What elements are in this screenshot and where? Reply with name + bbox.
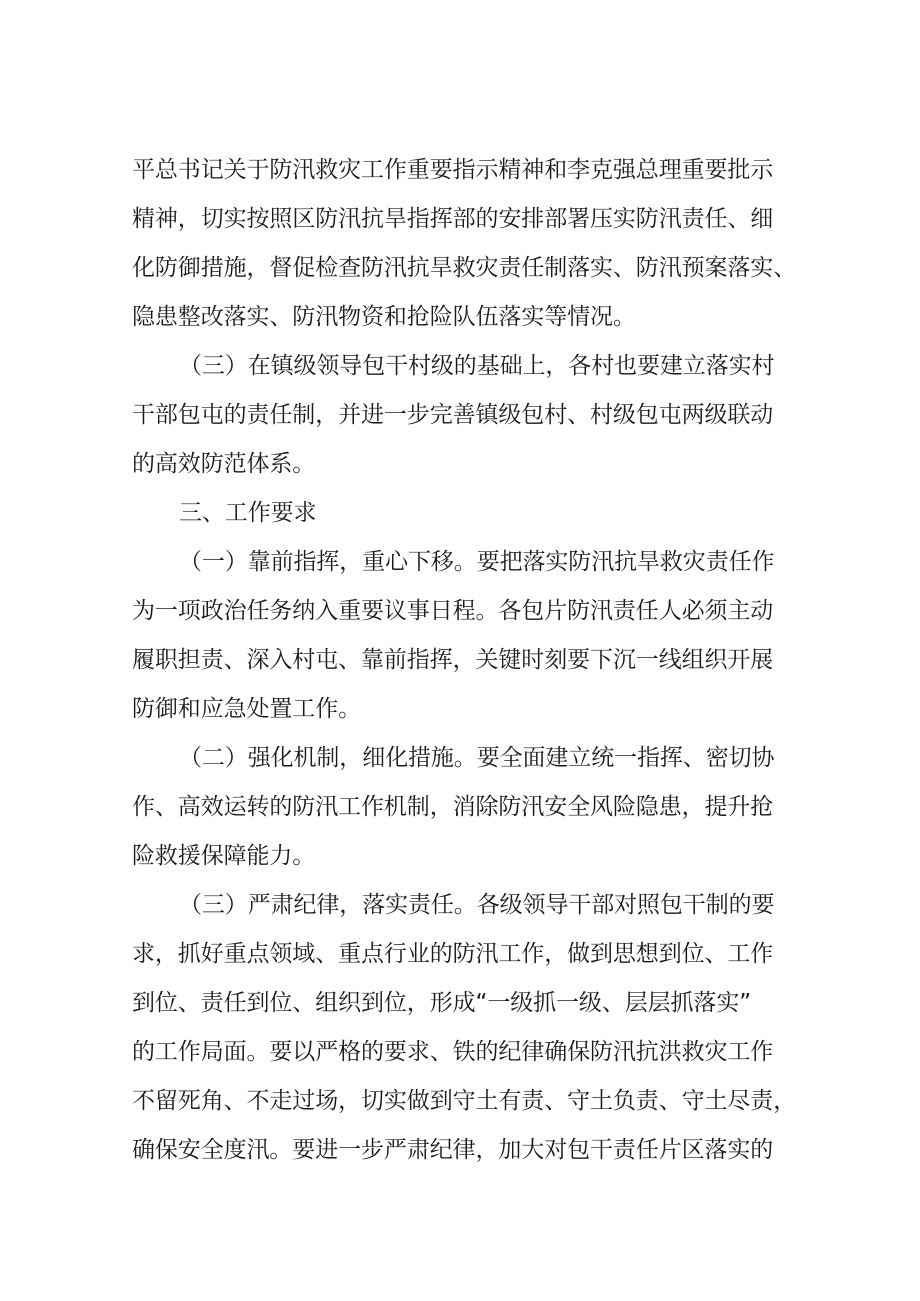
paragraph-line: 干部包屯的责任制，并进一步完善镇级包村、村级包屯两级联动 [132,402,774,428]
paragraph-line: （三）在镇级领导包干村级的基础上，各村也要建立落实村 [179,353,775,379]
paragraph-line: （三）严肃纪律，落实责任。各级领导干部对照包干制的要 [179,892,775,918]
paragraph-line: 求，抓好重点领域、重点行业的防汛工作，做到思想到位、工作 [132,941,774,967]
paragraph-line: 作、高效运转的防汛工作机制，消除防汛安全风险隐患，提升抢 [132,794,774,820]
paragraph-line: 防御和应急处置工作。 [132,696,362,722]
paragraph-line: 到位、责任到位、组织到位，形成“一级抓一级、层层抓落实” [132,990,752,1016]
section-heading: 三、工作要求 [179,500,317,526]
paragraph-line: 隐患整改落实、防汛物资和抢险队伍落实等情况。 [132,304,636,330]
paragraph-line: 精神，切实按照区防汛抗旱指挥部的安排部署压实防汛责任、细 [132,206,774,232]
paragraph-line: （二）强化机制，细化措施。要全面建立统一指挥、密切协 [179,745,775,771]
paragraph-line: 化防御措施，督促检查防汛抗旱救灾责任制落实、防汛预案落实、 [132,255,797,281]
paragraph-line: （一）靠前指挥，重心下移。要把落实防汛抗旱救灾责任作 [179,549,775,575]
paragraph-line: 的工作局面。要以严格的要求、铁的纪律确保防汛抗洪救灾工作 [132,1039,774,1065]
paragraph-line: 的高效防范体系。 [132,451,316,477]
paragraph-line: 履职担责、深入村屯、靠前指挥，关键时刻要下沉一线组织开展 [132,647,774,673]
paragraph-line: 险救援保障能力。 [132,843,316,869]
paragraph-line: 为一项政治任务纳入重要议事日程。各包片防汛责任人必须主动 [132,598,774,624]
paragraph-line: 确保安全度汛。要进一步严肃纪律，加大对包干责任片区落实的 [132,1137,774,1163]
paragraph-line: 不留死角、不走过场，切实做到守土有责、守土负责、守土尽责， [132,1088,797,1114]
paragraph-line: 平总书记关于防汛救灾工作重要指示精神和李克强总理重要批示 [132,157,774,183]
